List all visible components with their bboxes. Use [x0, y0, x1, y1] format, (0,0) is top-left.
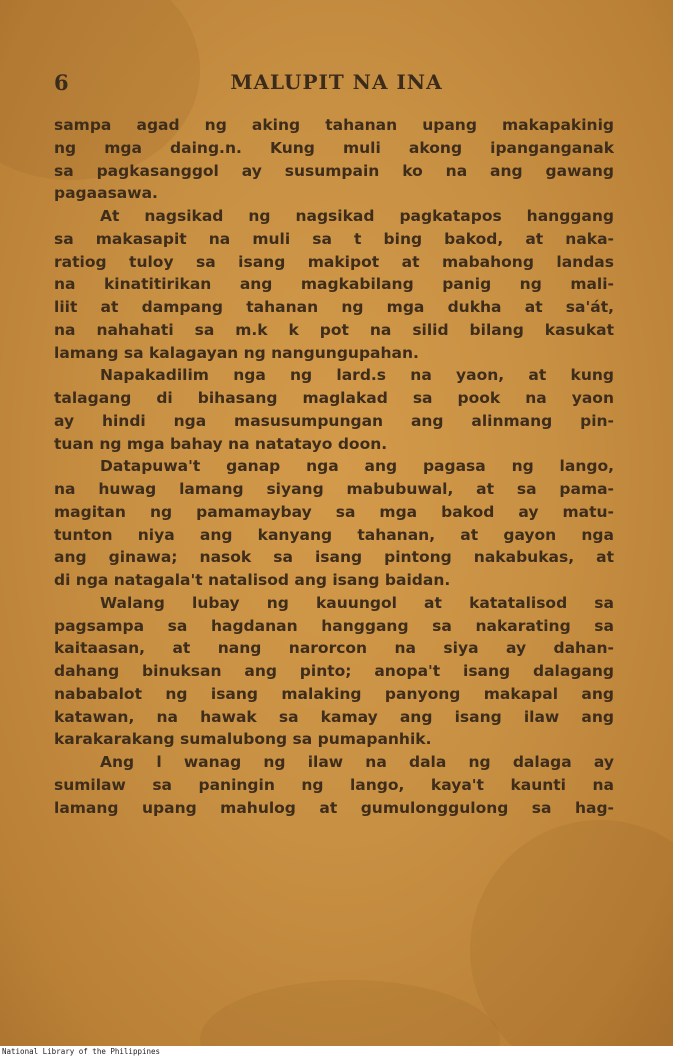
text-line: At nagsikad ng nagsikad pagkatapos hanggang — [100, 207, 614, 225]
text-line: ay hindi nga masusumpungan ang alinmang pin- — [54, 411, 614, 430]
text-line: Napakadilim nga ng lard.s na yaon, at kung — [100, 366, 614, 385]
text-line: tunton niya ang kanyang tahanan, at gayon nga — [54, 525, 614, 544]
text-line: ratiog tuloy sa isang makipot at mabahong landas — [54, 252, 614, 271]
page-header — [0, 70, 673, 100]
text-line: nababalot ng isang malaking panyong makapal ang — [54, 684, 614, 703]
body-text — [54, 114, 614, 819]
paper-stain — [470, 820, 673, 1046]
text-line: kaitaasan, at nang narorcon na siya ay dahan- — [54, 639, 614, 658]
text-line: Walang lubay ng kauungol at katatalisod sa — [100, 593, 614, 612]
text-line: talagang di bihasang maglakad sa pook na yaon — [54, 389, 614, 407]
paper-stain — [200, 980, 500, 1046]
text-line: ng mga daing.n. Kung muli akong ipanganganak — [54, 138, 614, 157]
text-line: liit at dampang tahanan ng mga dukha at sa'át, — [54, 298, 614, 316]
text-line: pagsampa sa hagdanan hanggang sa nakarating sa — [54, 616, 614, 635]
text-line: lamang upang mahulog at gumulonggulong sa hag- — [54, 798, 614, 817]
text-line: Ang l wanag ng ilaw na dala ng dalaga ay — [100, 753, 614, 771]
text-line: sa pagkasanggol ay susumpain ko na ang gawang — [54, 161, 614, 180]
text-line: pagaasawa. — [54, 184, 158, 203]
running-head-title: MALUPIT NA INA — [230, 70, 443, 94]
text-line: na kinatitirikan ang magkabilang panig ng mali- — [54, 275, 614, 294]
footer-credit: National Library of the Philippines — [2, 1047, 161, 1056]
text-line: magitan ng pamamaybay sa mga bakod ay matu- — [54, 502, 614, 521]
text-line: di nga natagala't natalisod ang isang baidan. — [54, 571, 451, 589]
text-line: sumilaw sa paningin ng lango, kaya't kaunti na — [54, 775, 614, 794]
text-line: na nahahati sa m.k k pot na silid bilang kasukat — [54, 320, 614, 339]
text-line: dahang binuksan ang pinto; anopa't isang dalagang — [54, 662, 614, 680]
page-number: 6 — [54, 70, 69, 95]
text-line: ang ginawa; nasok sa isang pintong nakabukas, at — [54, 548, 614, 567]
text-line: lamang sa kalagayan ng nangungupahan. — [54, 343, 419, 362]
text-line: karakarakang sumalubong sa pumapanhik. — [54, 730, 432, 749]
text-line: na huwag lamang siyang mabubuwal, at sa pama- — [54, 480, 614, 498]
text-line: tuan ng mga bahay na natatayo doon. — [54, 434, 388, 453]
text-line: sampa agad ng aking tahanan upang makapakinig — [54, 116, 614, 134]
text-line: sa makasapit na muli sa t bing bakod, at naka- — [54, 229, 614, 248]
text-line: Datapuwa't ganap nga ang pagasa ng lango, — [100, 457, 614, 476]
text-line: katawan, na hawak sa kamay ang isang ilaw ang — [54, 707, 614, 726]
